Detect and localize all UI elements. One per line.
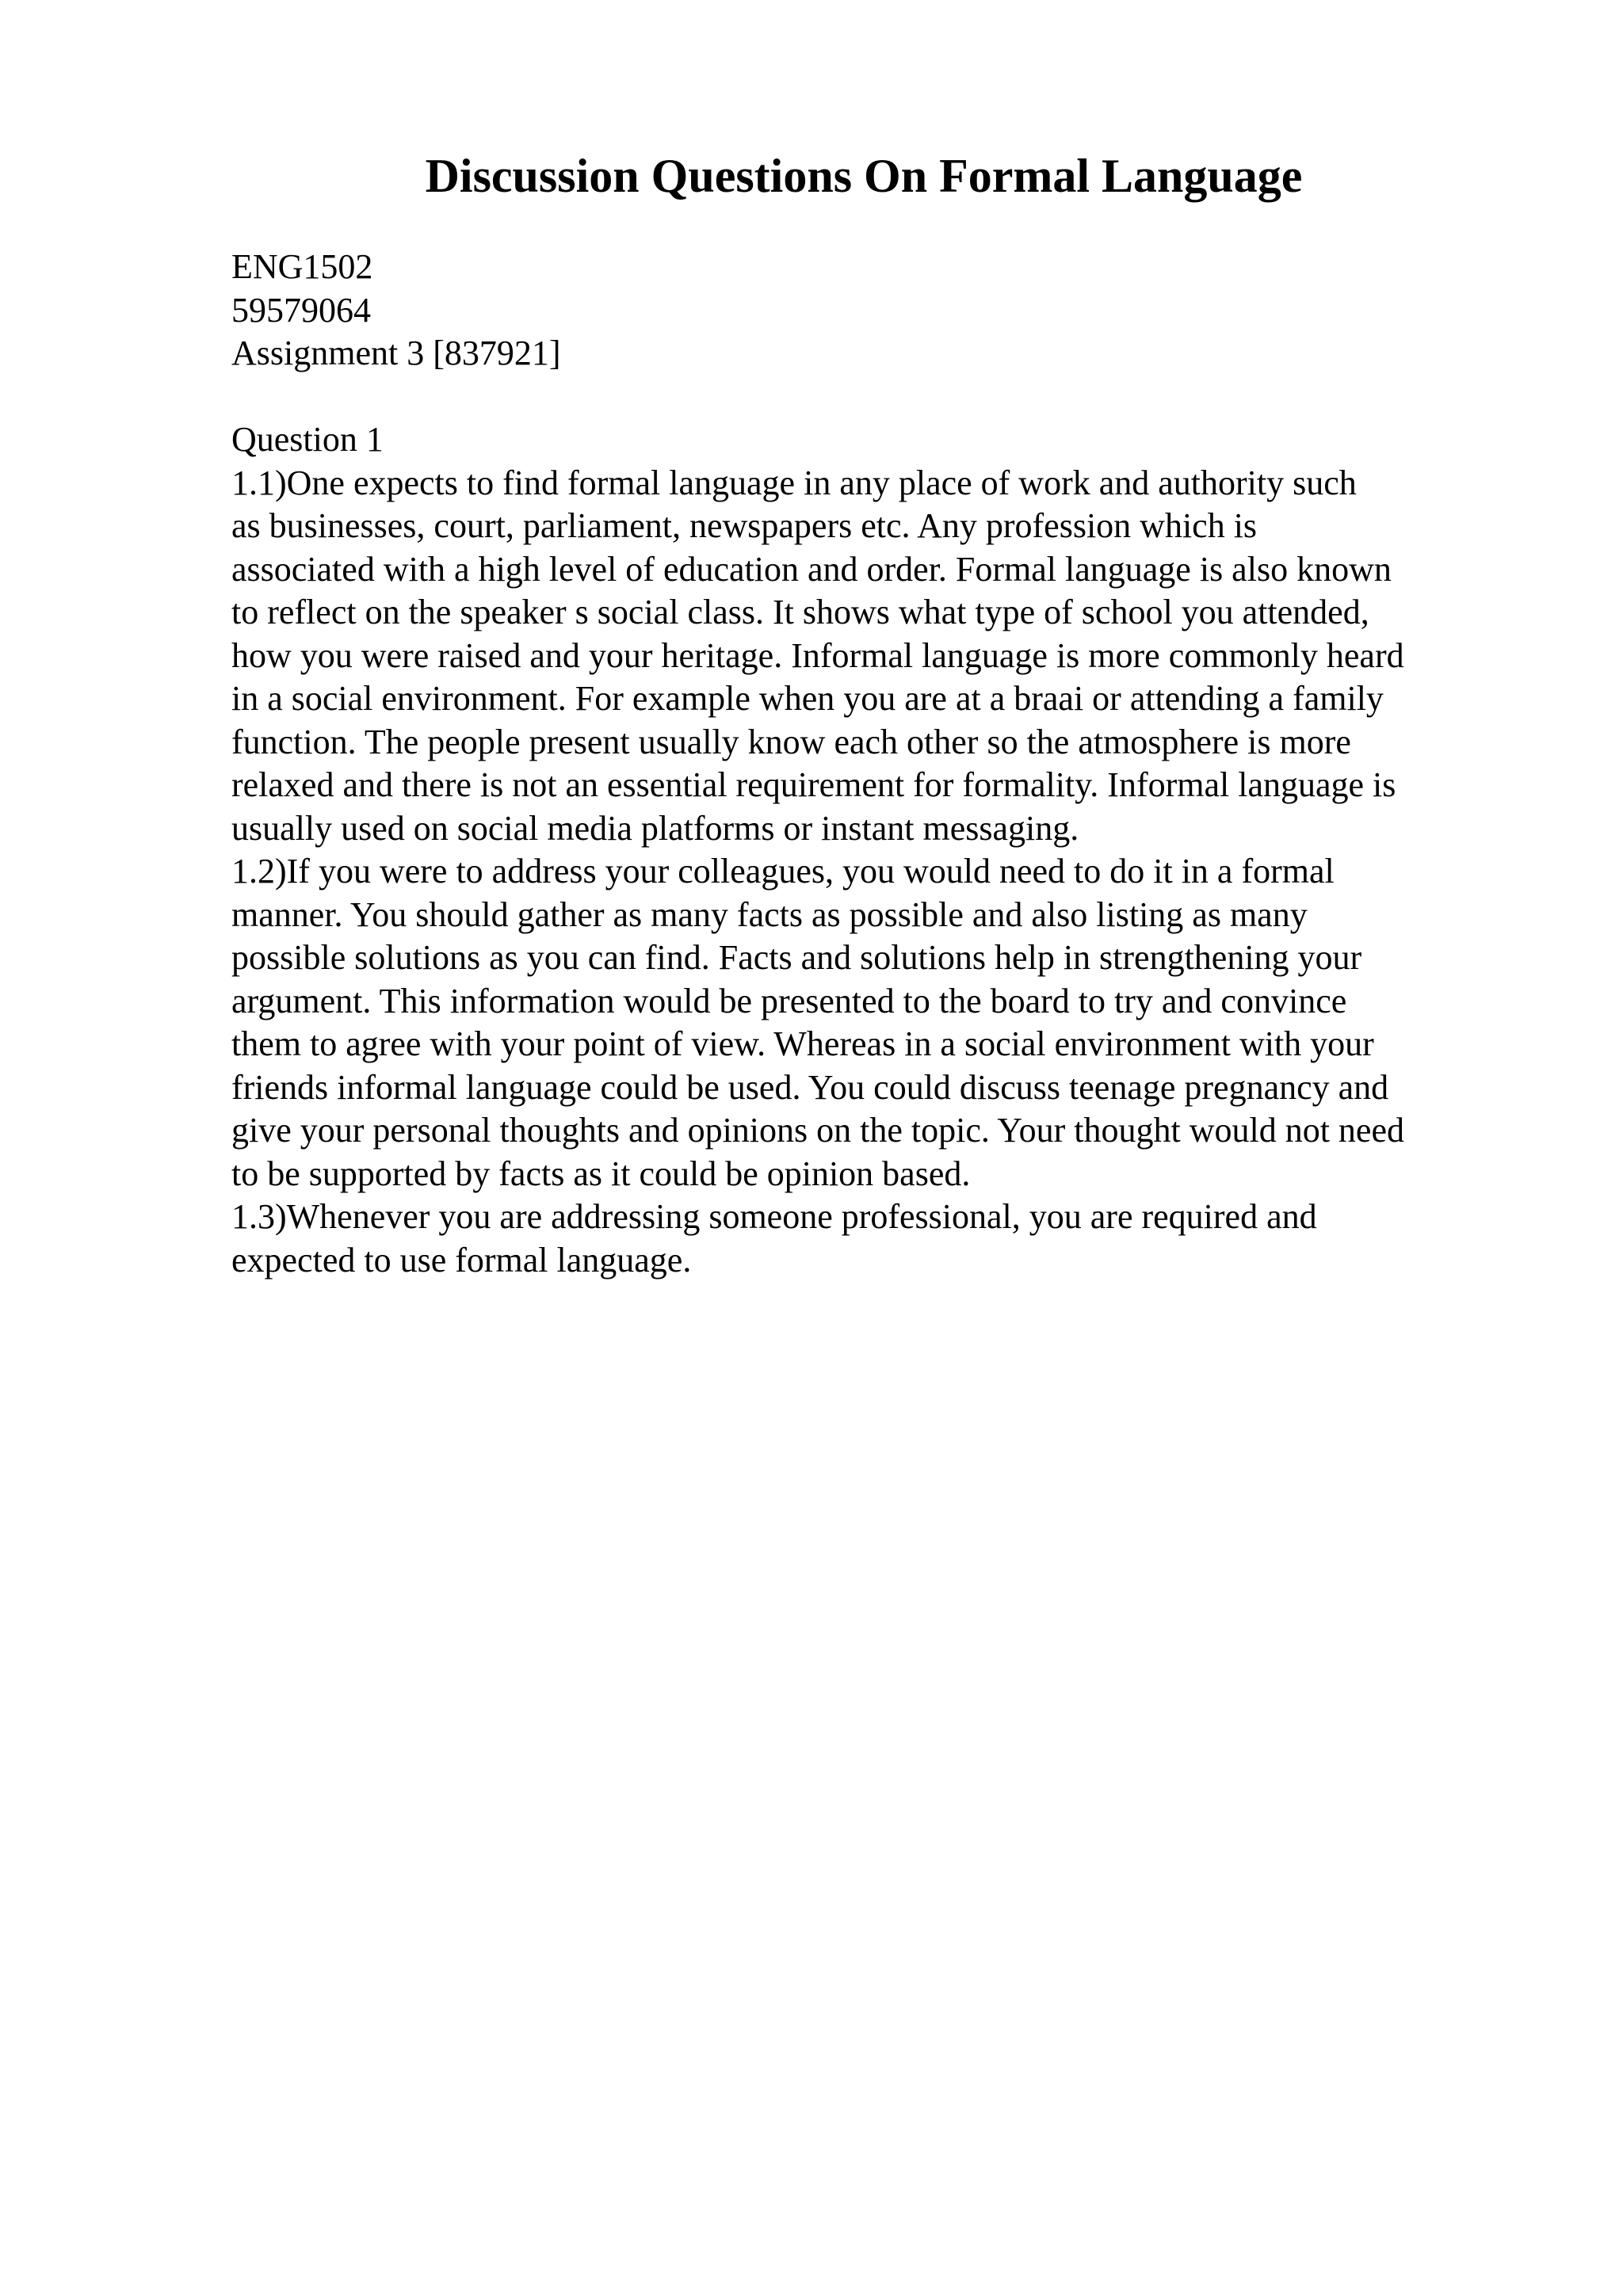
text-line: 1.3)Whenever you are addressing someone professional, you are required and bbox=[231, 1197, 1317, 1236]
text-line: 1.1)One expects to find formal language in any place of work and authority such bbox=[231, 463, 1357, 502]
page-title: Discussion Questions On Formal Language bbox=[425, 150, 1303, 202]
text-line: them to agree with your point of view. Whereas in a social environment with your bbox=[231, 1024, 1374, 1063]
text-line: manner. You should gather as many facts as possible and also listing as many bbox=[231, 894, 1308, 934]
text-line: function. The people present usually know each other so the atmosphere is more bbox=[231, 722, 1351, 761]
text-line: friends informal language could be used. You could discuss teenage pregnancy and bbox=[231, 1067, 1389, 1107]
question-heading: Question 1 bbox=[231, 420, 384, 459]
text-line: 1.2)If you were to address your colleagues, you would need to do it in a formal bbox=[231, 852, 1335, 891]
text-line: usually used on social media platforms or instant messaging. bbox=[231, 808, 1079, 848]
text-line: associated with a high level of education and order. Formal language is also known bbox=[231, 549, 1392, 589]
assignment-label: Assignment 3 [837921] bbox=[231, 334, 561, 372]
student-info bbox=[231, 246, 1515, 376]
text-line: expected to use formal language. bbox=[231, 1240, 692, 1280]
text-line: relaxed and there is not an essential requirement for formality. Informal language is bbox=[231, 765, 1396, 804]
text-line: argument. This information would be presented to the board to try and convince bbox=[231, 981, 1347, 1020]
text-line: to reflect on the speaker s social class. It shows what type of school you attended, bbox=[231, 593, 1369, 631]
course-code: ENG1502 bbox=[231, 247, 373, 286]
student-number: 59579064 bbox=[231, 290, 371, 330]
text-line: to be supported by facts as it could be opinion based. bbox=[231, 1154, 971, 1193]
text-line: as businesses, court, parliament, newspapers etc. Any profession which is bbox=[231, 506, 1258, 545]
answer-text bbox=[231, 418, 1515, 1282]
text-line: possible solutions as you can find. Facts and solutions help in strengthening your bbox=[231, 938, 1362, 977]
text-line: give your personal thoughts and opinions on the topic. Your thought would not need bbox=[231, 1111, 1404, 1150]
text-line: how you were raised and your heritage. Informal language is more commonly heard bbox=[231, 635, 1404, 675]
text-line: in a social environment. For example when you are at a braai or attending a family bbox=[231, 679, 1384, 718]
